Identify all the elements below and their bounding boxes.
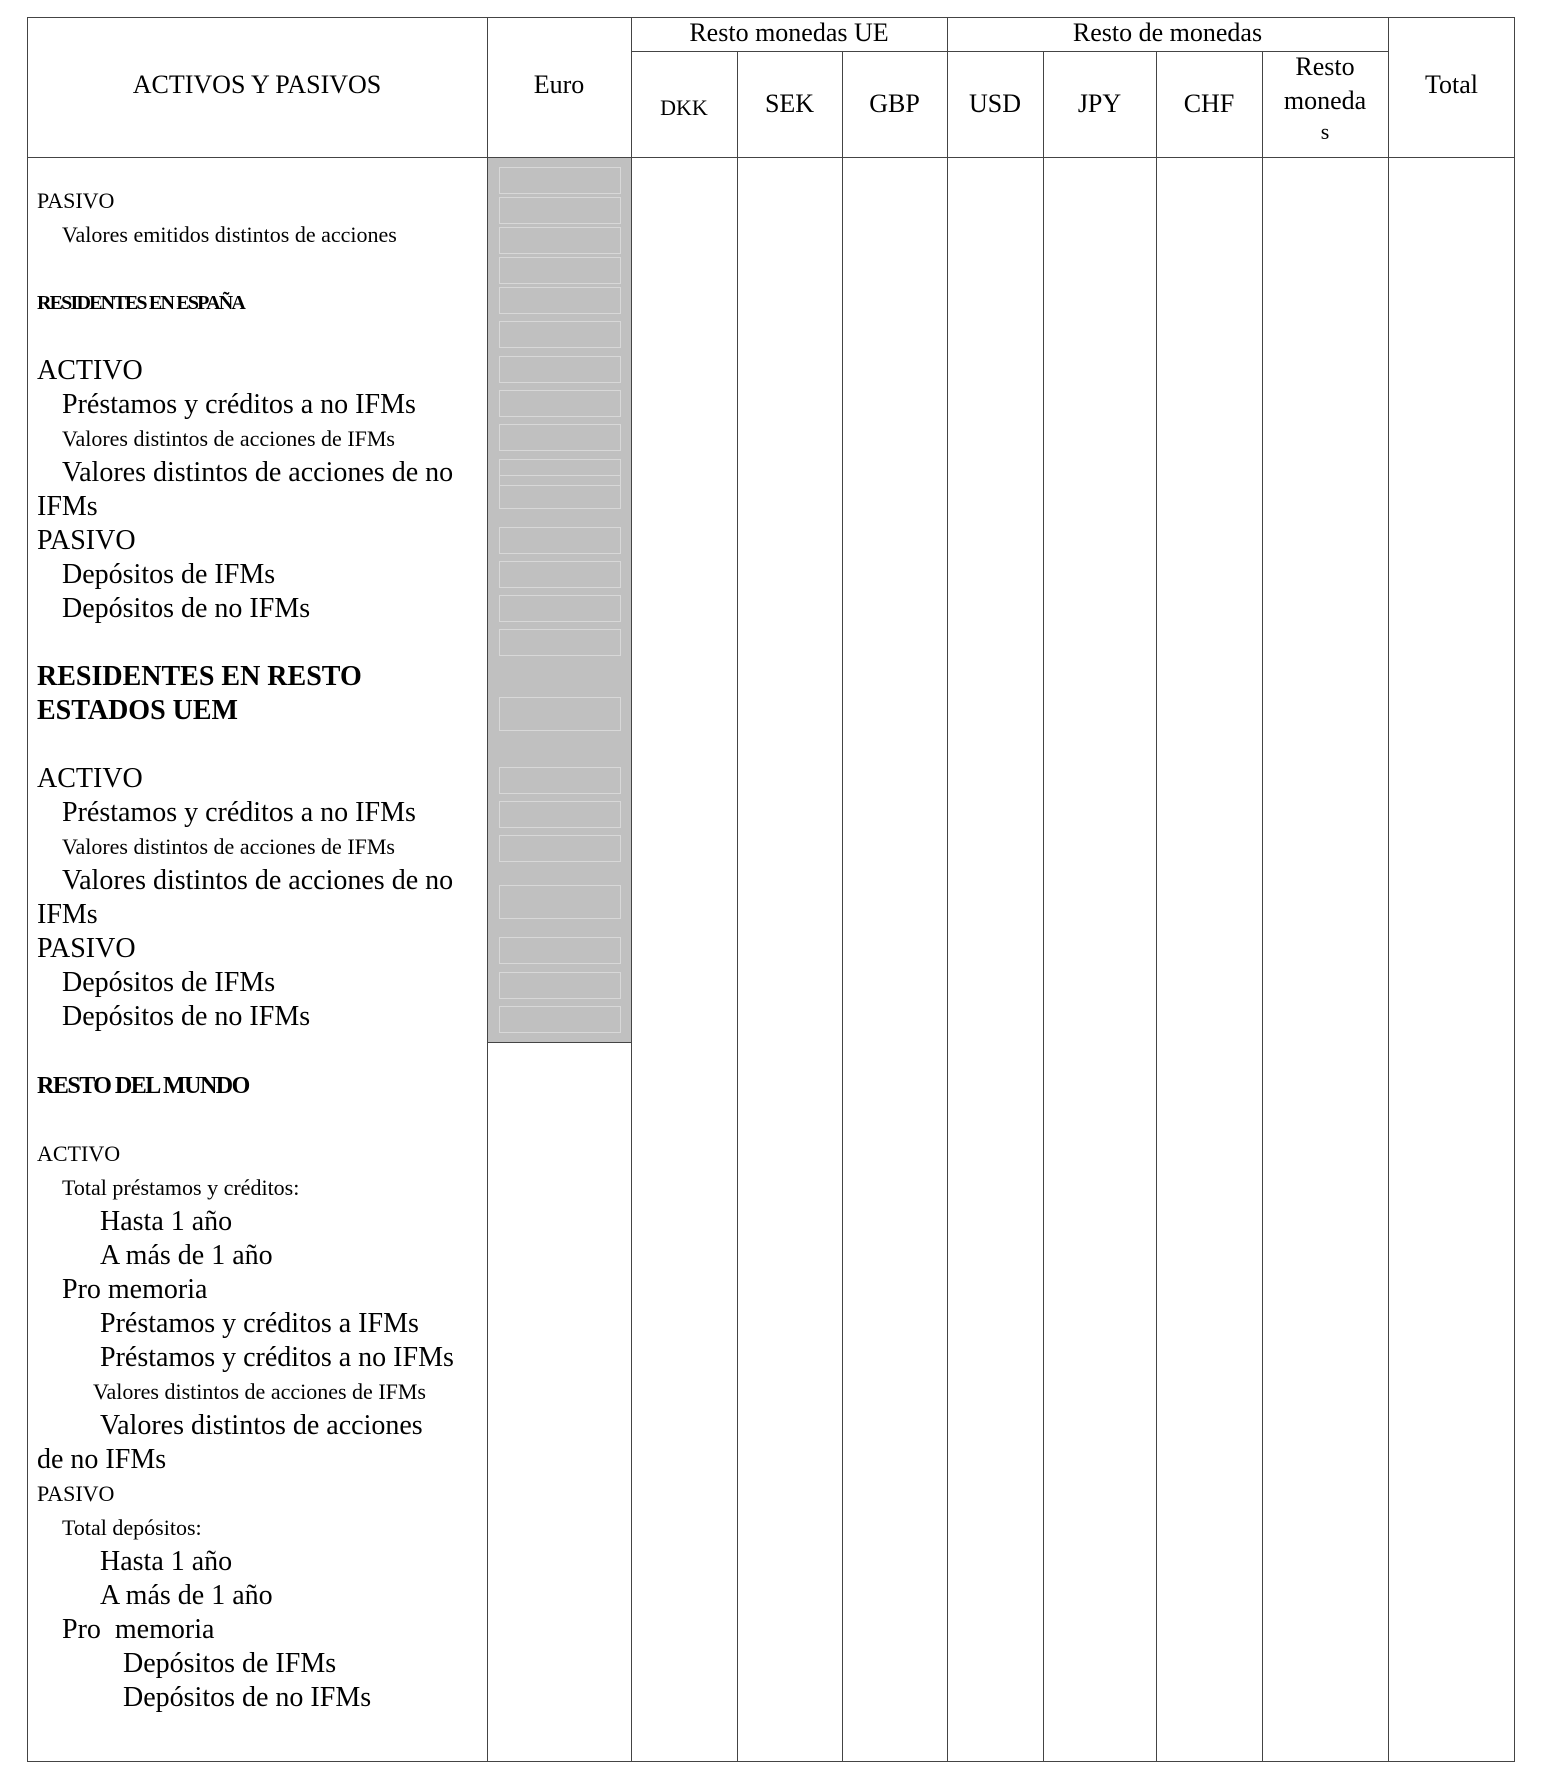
grid-line: [1043, 52, 1044, 1762]
euro-shaded-cell: [499, 801, 621, 828]
other-currencies-group-header: Resto de monedas: [1072, 18, 1263, 47]
row-label-prestamos-ifms: Préstamos y créditos a IFMs: [100, 1308, 419, 1339]
row-label-total-depositos: Total depósitos:: [62, 1515, 202, 1540]
grid-line: [842, 52, 843, 1762]
euro-shaded-cell: [499, 1006, 621, 1033]
section-heading-resto-mundo: RESTO DEL MUNDO: [37, 1073, 249, 1099]
row-label-activo: ACTIVO: [37, 763, 143, 794]
row-label-hasta-1-ano: Hasta 1 año: [100, 1546, 233, 1577]
row-label-depositos-ifms: Depósitos de IFMs: [62, 967, 276, 998]
row-label-valores-emitidos: Valores emitidos distintos de acciones: [62, 222, 397, 247]
row-label-depositos-no-ifms: Depósitos de no IFMs: [62, 1001, 311, 1032]
euro-shaded-cell: [499, 390, 621, 417]
currency-header-rest-line: Resto: [1295, 52, 1355, 81]
concept-column-header: ACTIVOS Y PASIVOS: [132, 70, 382, 99]
currency-header-gbp: GBP: [869, 89, 920, 118]
section-heading-residentes-espana: RESIDENTES EN ESPAÑA: [37, 292, 245, 314]
currency-header-usd: USD: [968, 89, 1021, 118]
euro-shaded-cell: [499, 424, 621, 451]
grid-line: [1388, 17, 1389, 1762]
currency-header-rest: [1262, 50, 1388, 146]
row-label-depositos-ifms: Depósitos de IFMs: [62, 559, 276, 590]
row-label-pro-memoria: Pro memoria: [62, 1274, 208, 1305]
euro-shaded-cell: [499, 475, 621, 509]
grid-line: [27, 1761, 1515, 1762]
grid-line: [1262, 52, 1263, 1762]
grid-line: [1156, 52, 1157, 1762]
row-label-depositos-ifms: Depósitos de IFMs: [123, 1648, 337, 1679]
row-label-activo: ACTIVO: [37, 1141, 121, 1166]
row-label-pasivo: PASIVO: [37, 933, 136, 964]
grid-line: [27, 157, 1515, 158]
grid-line: [27, 17, 28, 1762]
row-label-valores-no-ifms: Valores distintos de acciones: [100, 1410, 423, 1441]
currency-header-jpy: JPY: [1077, 89, 1122, 118]
row-label-pasivo: PASIVO: [37, 525, 136, 556]
euro-shaded-cell: [499, 937, 621, 964]
grid-line: [1514, 17, 1515, 1762]
euro-shaded-cell: [499, 167, 621, 194]
row-label-valores-ifms: Valores distintos de acciones de IFMs: [93, 1379, 426, 1404]
euro-shaded-cell: [499, 972, 621, 999]
euro-shaded-cell: [499, 697, 621, 731]
row-label-mas-1-ano: A más de 1 año: [100, 1240, 273, 1271]
row-label-pro-memoria: Pro memoria: [62, 1614, 215, 1645]
row-label-valores-ifms: Valores distintos de acciones de IFMs: [62, 834, 395, 859]
row-label-prestamos-no-ifms: Préstamos y créditos a no IFMs: [62, 389, 416, 420]
eu-currencies-group-header: Resto monedas UE: [689, 18, 889, 47]
euro-column-header: Euro: [533, 70, 585, 99]
euro-shaded-cell: [499, 287, 621, 314]
currency-breakdown-table: [27, 17, 1515, 1762]
euro-shaded-cell: [499, 835, 621, 862]
euro-shaded-cell: [499, 527, 621, 554]
row-label-valores-no-ifms: Valores distintos de acciones de no: [62, 457, 454, 488]
euro-shaded-cell: [499, 321, 621, 348]
euro-shaded-cell: [499, 257, 621, 284]
row-label-activo: ACTIVO: [37, 355, 143, 386]
euro-shaded-cell: [499, 356, 621, 383]
row-label-mas-1-ano: A más de 1 año: [100, 1580, 273, 1611]
euro-shaded-cell: [499, 595, 621, 622]
row-label-hasta-1-ano: Hasta 1 año: [100, 1206, 233, 1237]
currency-header-dkk: DKK: [660, 95, 708, 120]
section-heading-resto-uem-cont: ESTADOS UEM: [37, 695, 238, 726]
grid-line: [737, 52, 738, 1762]
total-column-header: Total: [1424, 70, 1479, 99]
euro-shaded-cell: [499, 197, 621, 224]
currency-header-rest-line: s: [1320, 119, 1330, 144]
row-label-valores-ifms: Valores distintos de acciones de IFMs: [62, 426, 395, 451]
grid-line: [487, 1042, 631, 1043]
row-label-prestamos-no-ifms: Préstamos y créditos a no IFMs: [62, 797, 416, 828]
euro-shaded-cell: [499, 561, 621, 588]
euro-shaded-cell: [499, 227, 621, 254]
euro-shaded-cell: [499, 629, 621, 656]
row-label-valores-no-ifms-cont: IFMs: [37, 491, 98, 522]
section-heading-resto-uem: RESIDENTES EN RESTO: [37, 661, 362, 692]
currency-header-chf: CHF: [1183, 89, 1235, 118]
grid-line: [947, 17, 948, 1762]
currency-header-sek: SEK: [764, 89, 815, 118]
row-label-depositos-no-ifms: Depósitos de no IFMs: [62, 593, 311, 624]
euro-shaded-cell: [499, 885, 621, 919]
grid-line: [631, 17, 632, 1762]
row-label-prestamos-no-ifms: Préstamos y créditos a no IFMs: [100, 1342, 454, 1373]
euro-shaded-cell: [499, 767, 621, 794]
row-label-depositos-no-ifms: Depósitos de no IFMs: [123, 1682, 372, 1713]
currency-header-rest-line: moneda: [1283, 86, 1367, 115]
row-label-valores-no-ifms: Valores distintos de acciones de no: [62, 865, 454, 896]
row-label-total-prestamos: Total préstamos y créditos:: [62, 1175, 300, 1200]
row-label-pasivo: PASIVO: [37, 1481, 115, 1506]
row-label-valores-no-ifms-cont: IFMs: [37, 899, 98, 930]
row-label-valores-no-ifms-cont: de no IFMs: [37, 1444, 167, 1475]
row-label-pasivo: PASIVO: [37, 188, 115, 213]
